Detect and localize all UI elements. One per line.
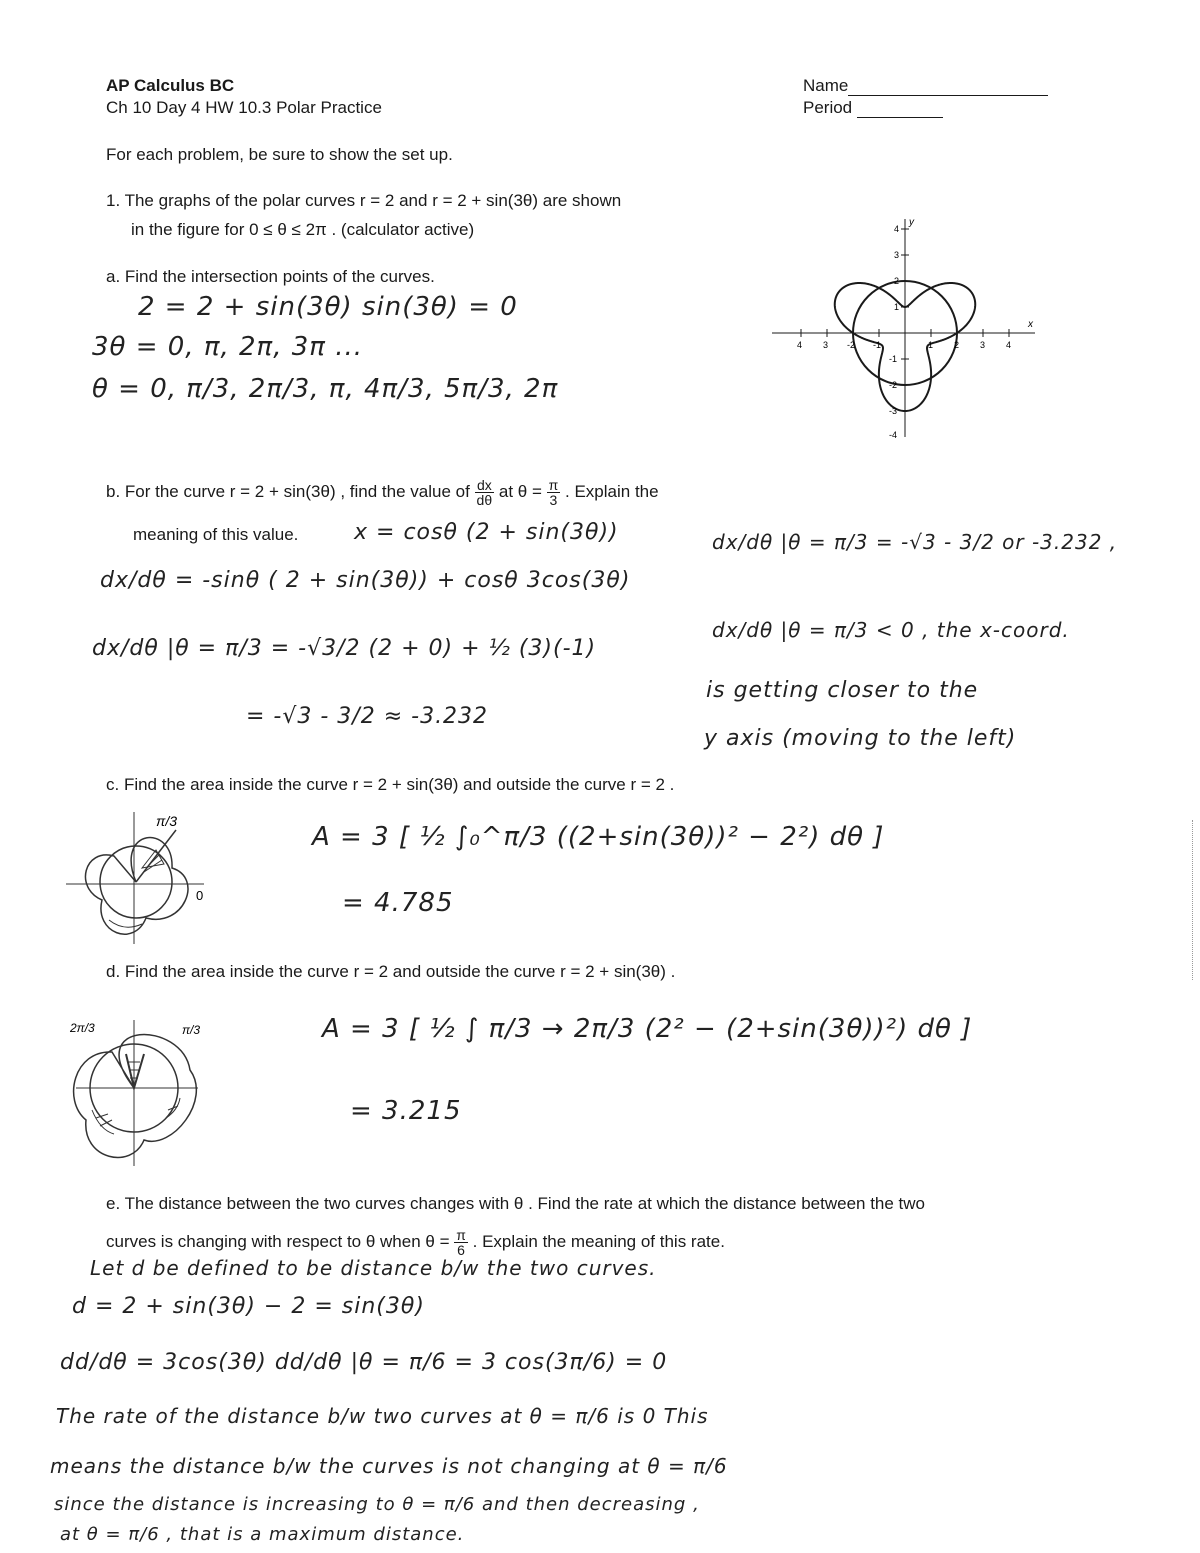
- x-tick-label: 4: [797, 340, 803, 350]
- y-tick-label: -3: [889, 406, 898, 416]
- x-tick-label: 3: [980, 340, 986, 350]
- part-b-work-x: x = cosθ (2 + sin(3θ)): [354, 520, 619, 545]
- frac-numerator: π: [548, 477, 559, 493]
- part-d-work-result: = 3.215: [350, 1096, 462, 1126]
- x-tick-label: 1: [928, 340, 934, 350]
- part-e-work-line: The rate of the distance b/w two curves at θ = π/6 is 0 This: [56, 1404, 709, 1428]
- frac-denominator: dθ: [476, 492, 493, 508]
- frac-numerator: dx: [475, 478, 495, 493]
- sketch-label: 2π/3: [70, 1021, 95, 1035]
- part-e-work-line: at θ = π/6 , that is a maximum distance.: [60, 1524, 465, 1545]
- part-b-work-result: = -√3 - 3/2 ≈ -3.232: [246, 704, 489, 729]
- y-tick-label: 3: [894, 250, 900, 260]
- part-e-work-line: since the distance is increasing to θ = π/6 and then decreasing ,: [54, 1494, 700, 1515]
- part-b-prompt: [106, 478, 659, 507]
- x-tick-label: 2: [954, 340, 960, 350]
- part-e-prompt-line2: [106, 1228, 725, 1257]
- part-b-right-explanation: y axis (moving to the left): [704, 726, 1017, 751]
- part-e-work-line: Let d be defined to be distance b/w the two curves.: [90, 1256, 657, 1280]
- part-e-work-line: means the distance b/w the curves is not changing at θ = π/6: [50, 1454, 728, 1478]
- name-blank: [848, 95, 1048, 96]
- part-b-work-eval: dx/dθ |θ = π/3 = -√3/2 (2 + 0) + ½ (3)(-1): [92, 636, 597, 661]
- margin-mark: [1192, 820, 1195, 980]
- y-tick-label: 1: [894, 302, 900, 312]
- y-tick-label: 4: [894, 224, 900, 234]
- dx-dtheta-fraction: [475, 478, 495, 507]
- x-tick-label: -2: [847, 340, 856, 350]
- part-b-explain: . Explain the: [565, 481, 659, 501]
- part-d-prompt: d. Find the area inside the curve r = 2 and outside the curve r = 2 + sin(3θ) .: [106, 962, 676, 981]
- frac-denominator: 6: [457, 1242, 465, 1258]
- part-b-at-theta: at θ =: [498, 481, 542, 501]
- problem1-line2: in the figure for 0 ≤ θ ≤ 2π . (calculator active): [131, 220, 475, 239]
- period-label: Period: [803, 98, 853, 117]
- sketch-label: π/3: [182, 1023, 201, 1037]
- part-d-work-integral: A = 3 [ ½ ∫ π/3 → 2π/3 (2² − (2+sin(3θ))²) dθ ]: [322, 1014, 973, 1044]
- theta-fraction: [454, 1228, 468, 1257]
- part-c-sketch: [64, 808, 224, 948]
- frac-denominator: 3: [549, 492, 558, 508]
- part-e-work-line: dd/dθ = 3cos(3θ) dd/dθ |θ = π/6 = 3 cos(3π/6) = 0: [60, 1350, 668, 1375]
- period-blank: [857, 117, 943, 118]
- part-b-work-dx: dx/dθ = -sinθ ( 2 + sin(3θ)) + cosθ 3cos(3θ): [100, 568, 631, 593]
- problem1-line1: 1. The graphs of the polar curves r = 2 and r = 2 + sin(3θ) are shown: [106, 191, 622, 210]
- x-tick-label: -1: [873, 340, 882, 350]
- part-a-work-line: 2 = 2 + sin(3θ) sin(3θ) = 0: [138, 292, 518, 322]
- part-c-work-integral: A = 3 [ ½ ∫₀^π/3 ((2+sin(3θ))² − 2²) dθ ]: [312, 822, 885, 852]
- part-d-sketch: [62, 1010, 232, 1170]
- part-a-work-line: 3θ = 0, π, 2π, 3π ...: [92, 332, 363, 362]
- period-field: [803, 98, 943, 118]
- part-e-work-line: d = 2 + sin(3θ) − 2 = sin(3θ): [72, 1294, 425, 1319]
- sketch-label: π/3: [156, 813, 178, 829]
- part-a-work-line: θ = 0, π/3, 2π/3, π, 4π/3, 5π/3, 2π: [92, 374, 559, 404]
- part-a-prompt: a. Find the intersection points of the curves.: [106, 267, 435, 286]
- y-axis-label: y: [909, 217, 914, 228]
- sketch-label: 0: [196, 888, 204, 903]
- part-e-prompt-line1: e. The distance between the two curves changes with θ . Find the rate at which the distance between the two: [106, 1194, 926, 1213]
- part-b-prompt-line2: meaning of this value.: [133, 525, 299, 544]
- part-c-work-result: = 4.785: [342, 888, 454, 918]
- course-title: AP Calculus BC: [106, 76, 235, 95]
- y-tick-label: 2: [894, 276, 900, 286]
- y-tick-label: -4: [889, 430, 898, 440]
- part-e-prompt-text: curves is changing with respect to θ when θ =: [106, 1231, 450, 1251]
- part-e-prompt-text: . Explain the meaning of this rate.: [472, 1231, 725, 1251]
- assignment-title: Ch 10 Day 4 HW 10.3 Polar Practice: [106, 98, 382, 117]
- y-tick-label: -2: [889, 380, 898, 390]
- y-tick-label: -1: [889, 354, 898, 364]
- name-field: [803, 76, 1048, 96]
- x-axis-label: x: [1028, 319, 1033, 330]
- theta-fraction: [547, 478, 561, 507]
- polar-graph: [770, 215, 1040, 445]
- part-b-prompt-text: b. For the curve r = 2 + sin(3θ) , find the value of: [106, 481, 470, 501]
- part-b-right-result: dx/dθ |θ = π/3 = -√3 - 3/2 or -3.232 ,: [712, 530, 1118, 554]
- part-b-right-sign: dx/dθ |θ = π/3 < 0 , the x-coord.: [712, 618, 1070, 642]
- x-tick-label: 3: [823, 340, 829, 350]
- x-tick-label: 4: [1006, 340, 1012, 350]
- part-b-right-explanation: is getting closer to the: [706, 678, 979, 703]
- name-label: Name: [803, 76, 849, 95]
- part-c-prompt: c. Find the area inside the curve r = 2 + sin(3θ) and outside the curve r = 2 .: [106, 775, 675, 794]
- instructions: For each problem, be sure to show the set up.: [106, 145, 453, 164]
- frac-numerator: π: [456, 1227, 466, 1243]
